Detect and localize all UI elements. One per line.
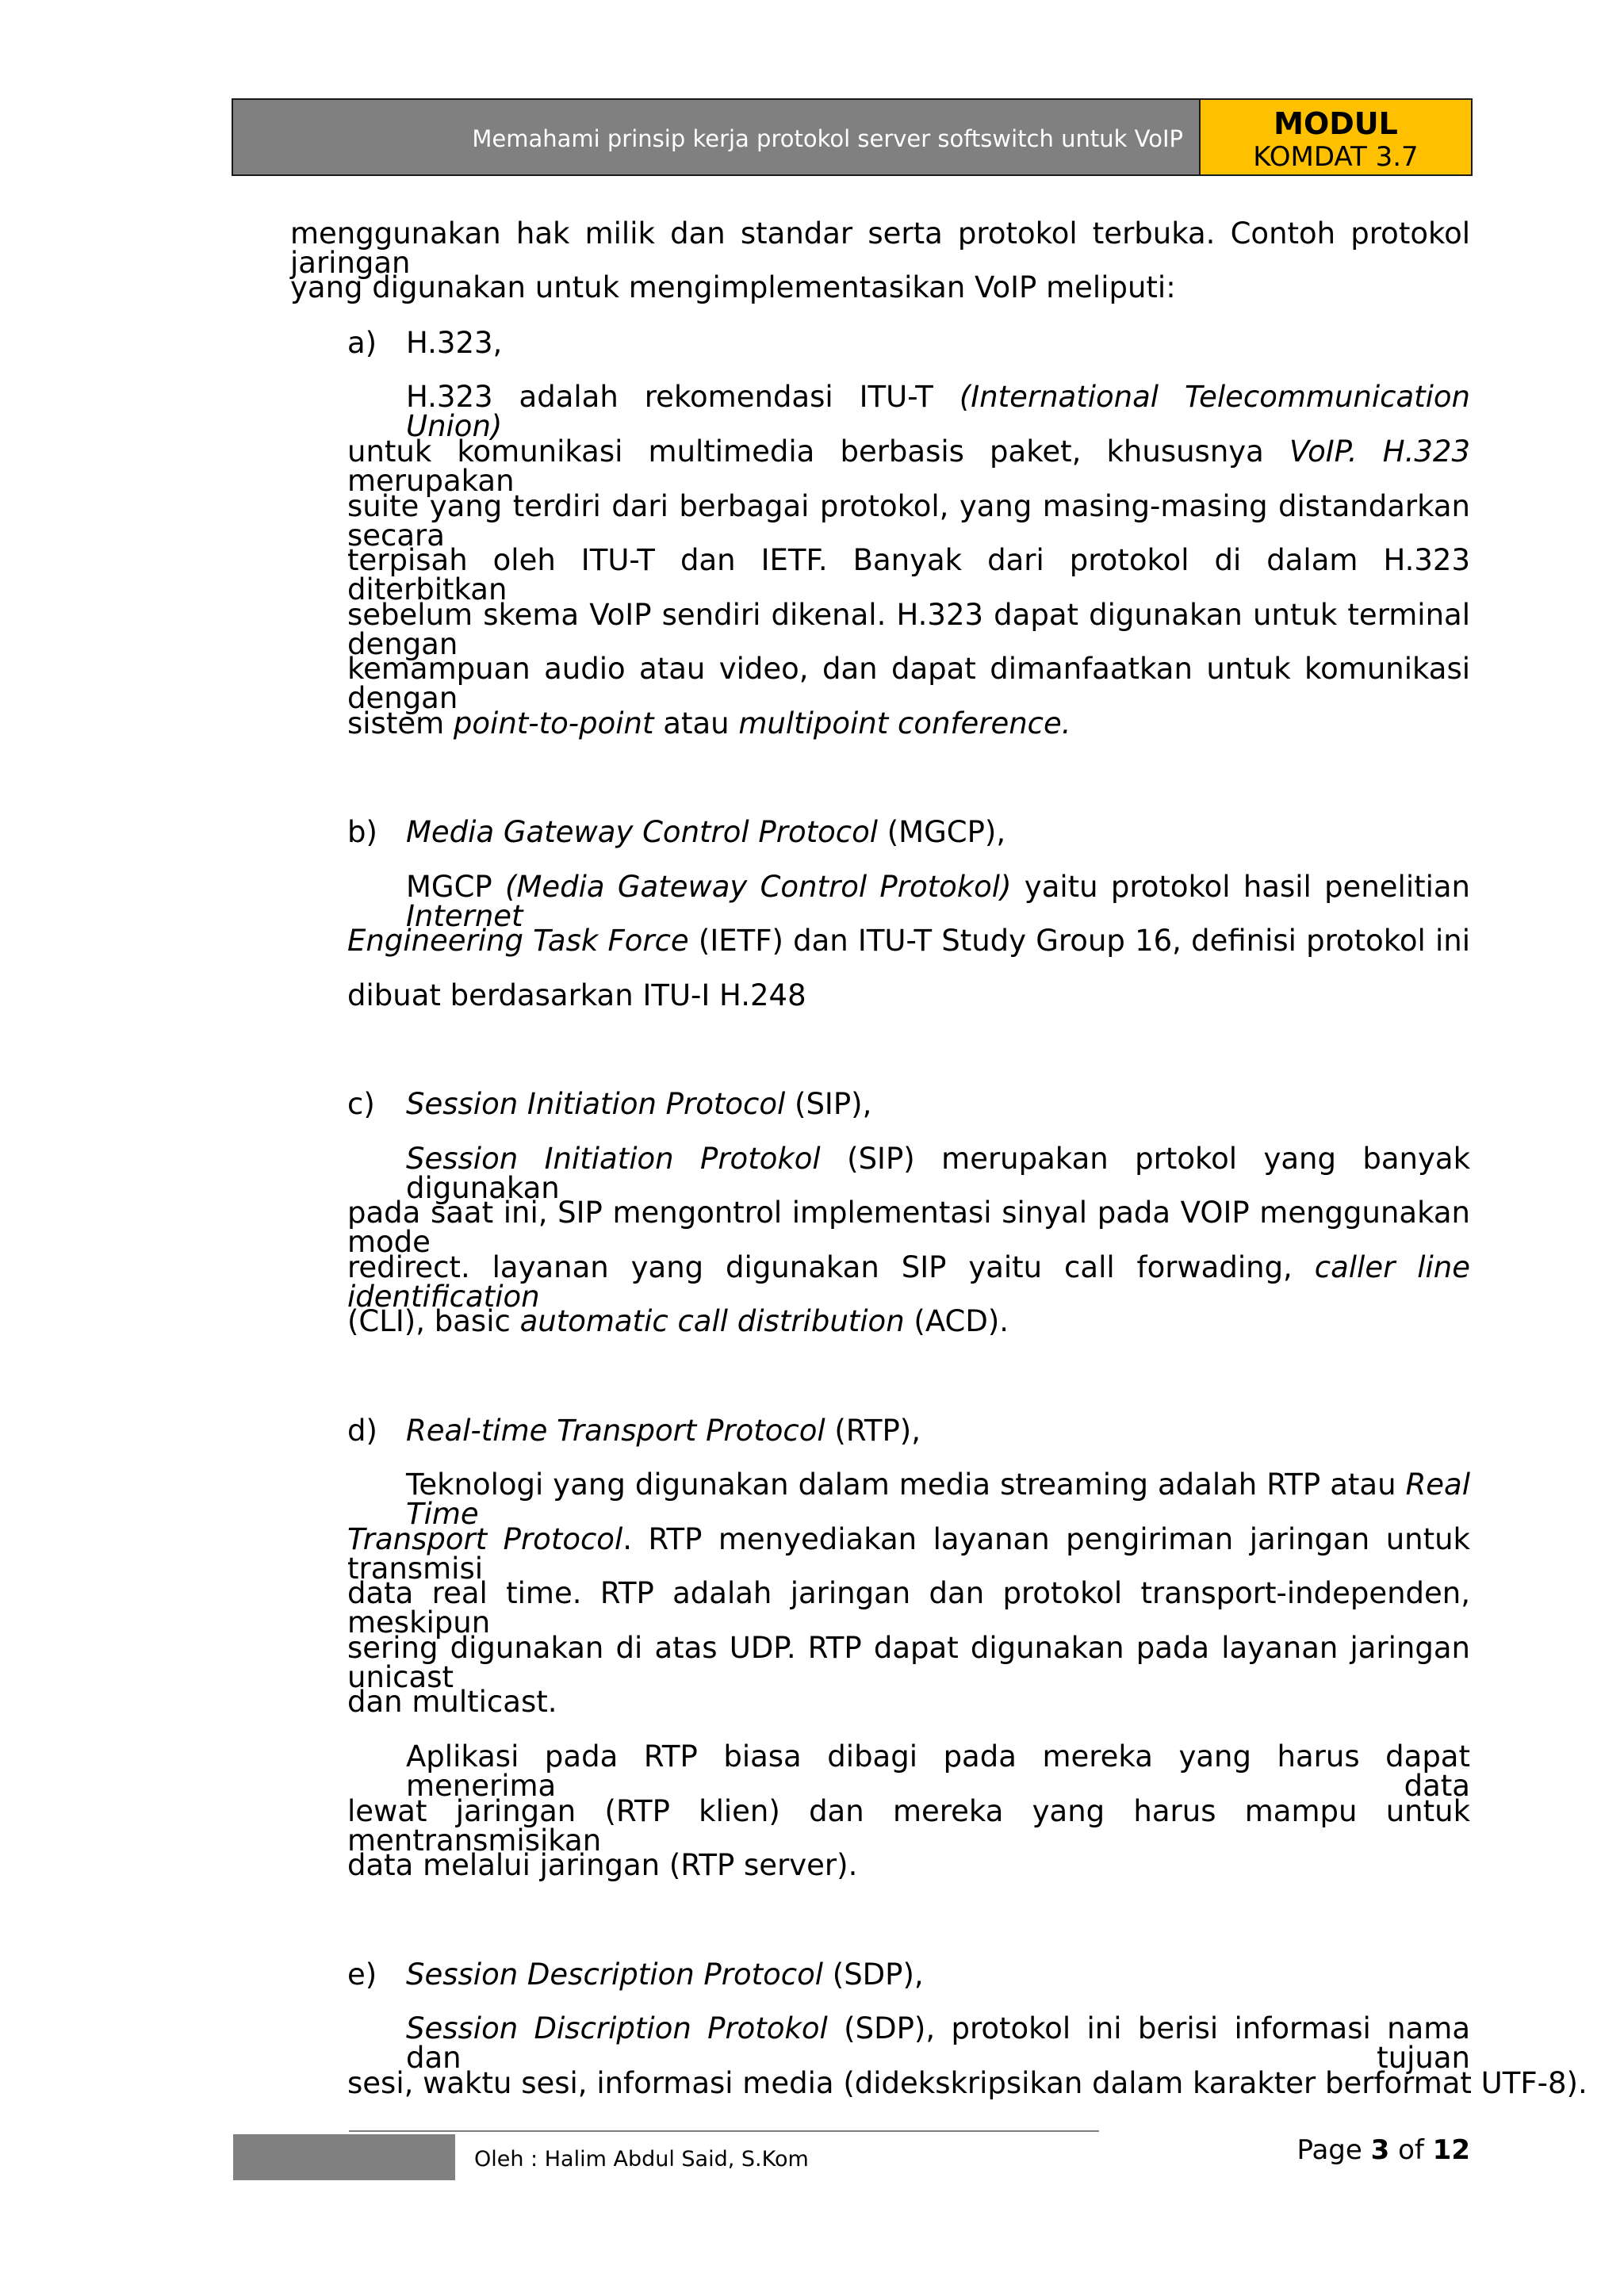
item-a-line-2: untuk komunikasi multimedia berbasis paket, khususnya VoIP. H.323 merupakan (347, 434, 1470, 498)
item-d-line-5: dan multicast. (347, 1685, 557, 1719)
item-d-line-3: data real time. RTP adalah jaringan dan protokol transport-independen, meskipun (347, 1576, 1470, 1640)
item-c-line-4: (CLI), basic automatic call distribution (ACD). (347, 1304, 1009, 1338)
footer-author: Oleh : Halim Abdul Said, S.Kom (474, 2147, 809, 2172)
footer-gray-block (233, 2134, 455, 2180)
item-d-label: d) (347, 1414, 377, 1448)
item-c-label: c) (347, 1087, 375, 1121)
item-e-line-1: Session Discription Protokol (SDP), protokol ini berisi informasi nama dan tujuan (406, 2011, 1470, 2075)
item-b-line-1: MGCP (Media Gateway Control Protokol) yaitu protokol hasil penelitian Internet (406, 870, 1471, 933)
header-title: Memahami prinsip kerja protokol server softswitch untuk VoIP (472, 125, 1183, 152)
item-d-line-2: Transport Protocol. RTP menyediakan layanan pengiriman jaringan untuk transmisi (347, 1522, 1470, 1586)
footer-divider (349, 2130, 1099, 2132)
item-a-label: a) (347, 326, 377, 360)
item-a-line-4: terpisah oleh ITU-T dan IETF. Banyak dari protokol di dalam H.323 diterbitkan (347, 543, 1470, 607)
item-c-line-3: redirect. layanan yang digunakan SIP yaitu call forwading, caller line identification (347, 1250, 1470, 1314)
item-a-line-7: sistem point-to-point atau multipoint conference. (347, 706, 1071, 740)
item-a-line-3: suite yang terdiri dari berbagai protokol, yang masing-masing distandarkan secara (347, 489, 1470, 553)
item-d-p2-line-3: data melalui jaringan (RTP server). (347, 1848, 858, 1882)
intro-line-1: menggunakan hak milik dan standar serta protokol terbuka. Contoh protokol jaringan (290, 216, 1470, 280)
item-a-line-6: kemampuan audio atau video, dan dapat dimanfaatkan untuk komunikasi dengan (347, 652, 1470, 715)
item-a-line-1: H.323 adalah rekomendasi ITU-T (International Telecommunication Union) (406, 380, 1471, 443)
page-number: Page 3 of 12 (1297, 2134, 1470, 2166)
item-e-label: e) (347, 1957, 377, 1992)
item-d-line-1: Teknologi yang digunakan dalam media streaming adalah RTP atau Real Time (406, 1468, 1470, 1531)
item-e-title: Session Description Protocol (SDP), (406, 1957, 924, 1992)
item-b-line-3: dibuat berdasarkan ITU-I H.248 (347, 978, 806, 1012)
item-d-p2-line-2: lewat jaringan (RTP klien) dan mereka yang harus mampu untuk mentransmisikan (347, 1794, 1470, 1858)
item-c-title: Session Initiation Protocol (SIP), (406, 1087, 872, 1121)
item-a-title: H.323, (406, 326, 503, 360)
header-bar (232, 98, 1201, 176)
item-b-line-2: Engineering Task Force (IETF) dan ITU-T Study Group 16, definisi protokol ini (347, 924, 1470, 958)
item-b-label: b) (347, 815, 377, 849)
item-d-p2-line-1: Aplikasi pada RTP biasa dibagi pada mereka yang harus dapat menerima data (406, 1739, 1470, 1803)
item-a-line-5: sebelum skema VoIP sendiri dikenal. H.323 dapat digunakan untuk terminal dengan (347, 598, 1470, 661)
module-label: MODUL (1274, 106, 1398, 141)
item-d-title: Real-time Transport Protocol (RTP), (406, 1414, 921, 1448)
item-c-line-2: pada saat ini, SIP mengontrol implementasi sinyal pada VOIP menggunakan mode (347, 1196, 1470, 1259)
intro-line-2: yang digunakan untuk mengimplementasikan VoIP meliputi: (290, 270, 1176, 304)
item-b-title: Media Gateway Control Protocol (MGCP), (406, 815, 1006, 849)
item-d-line-4: sering digunakan di atas UDP. RTP dapat digunakan pada layanan jaringan unicast (347, 1631, 1470, 1694)
item-c-line-1: Session Initiation Protokol (SIP) merupakan prtokol yang banyak digunakan (406, 1142, 1470, 1205)
item-e-line-2: sesi, waktu sesi, informasi media (didekskripsikan dalam karakter berformat UTF-8). (347, 2066, 1588, 2100)
module-code: KOMDAT 3.7 (1253, 141, 1419, 173)
module-badge (1199, 98, 1473, 176)
